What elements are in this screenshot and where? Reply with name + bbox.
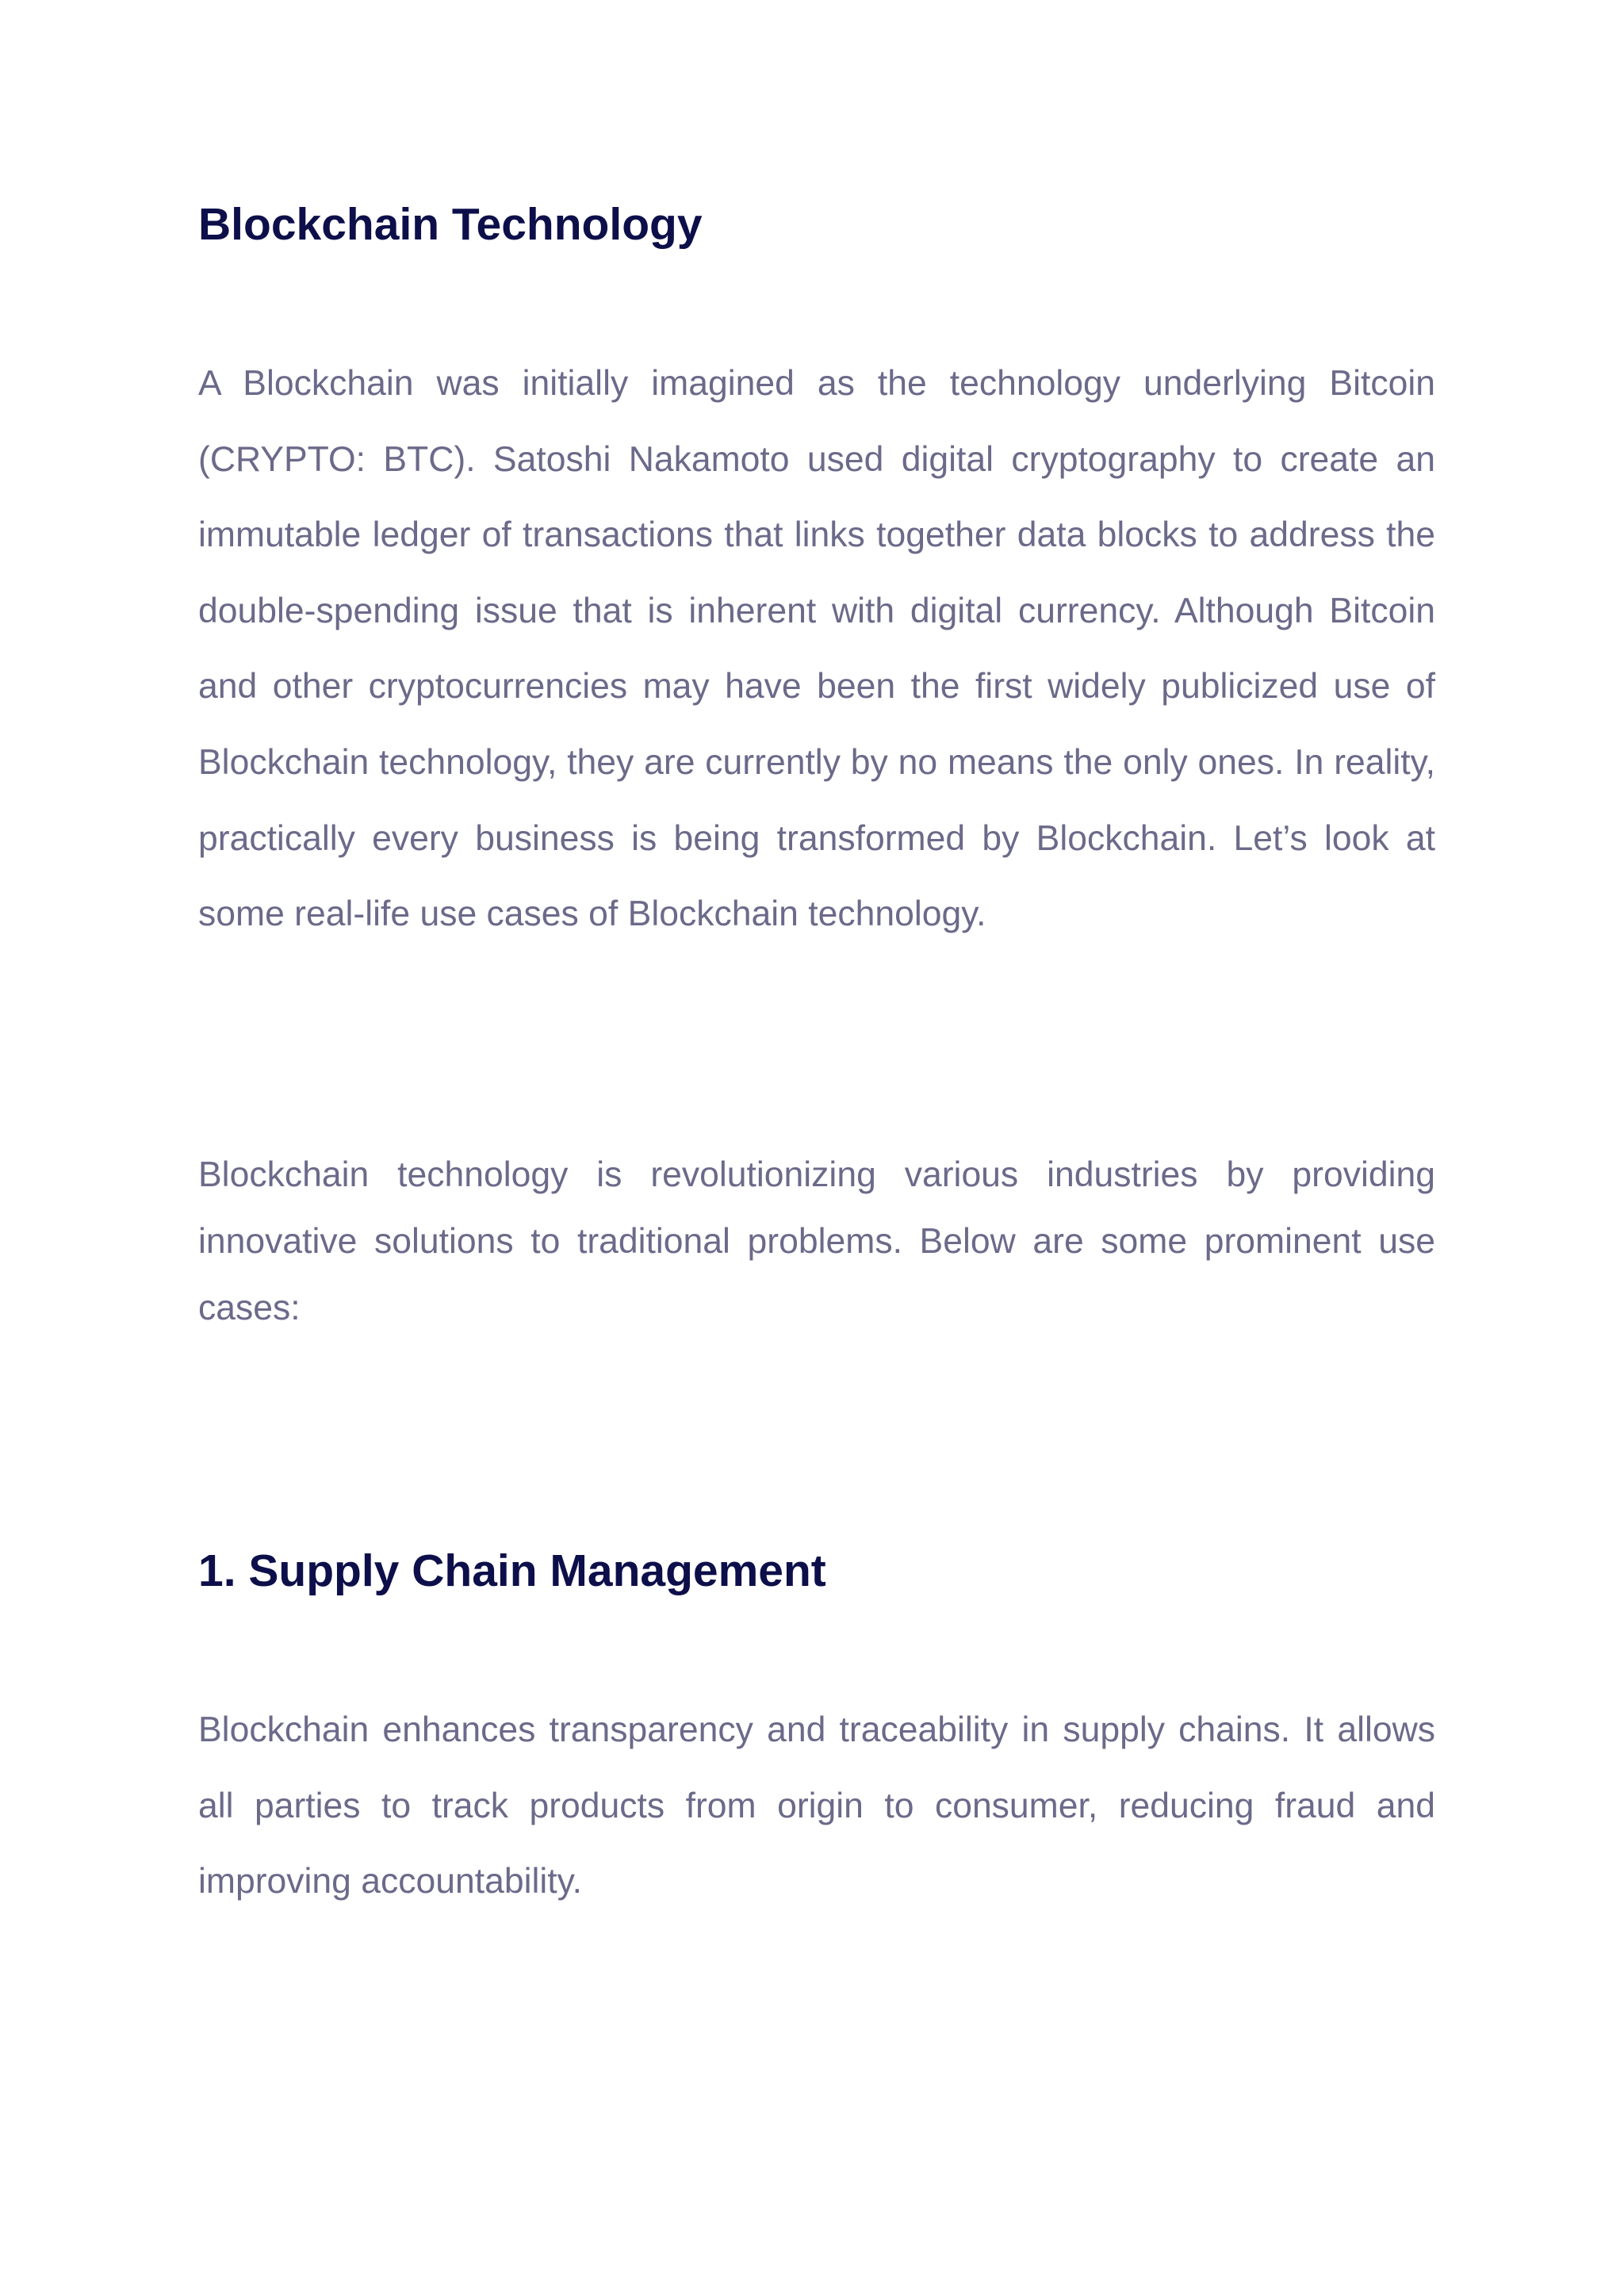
section-body-supply-chain: Blockchain enhances transparency and traceability in supply chains. It allows all parties to track products from origin to consumer, reducing fraud and improving accountability. [198,1710,1435,1901]
page-title: Blockchain Technology [198,199,703,250]
intro-paragraph: A Blockchain was initially imagined as the technology underlying Bitcoin (CRYPTO: BTC). Satoshi Nakamoto used digital cryptography to create an immutable ledger of transactions that links together data blocks to address the double-spending issue that is inherent with digital currency. Although Bitcoin and other cryptocurrencies may have been the first widely publicized use of Blockchain technology, they are currently by no means the only ones. In reality, practically every business is being transformed by Blockchain. Let’s look at some real-life use cases of Blockchain technology. [198,364,1435,934]
section-heading-supply-chain: 1. Supply Chain Management [198,1545,826,1596]
use-cases-intro-paragraph: Blockchain technology is revolutionizing various industries by providing innovative solutions to traditional problems. Below are some prominent use cases: [198,1155,1435,1327]
